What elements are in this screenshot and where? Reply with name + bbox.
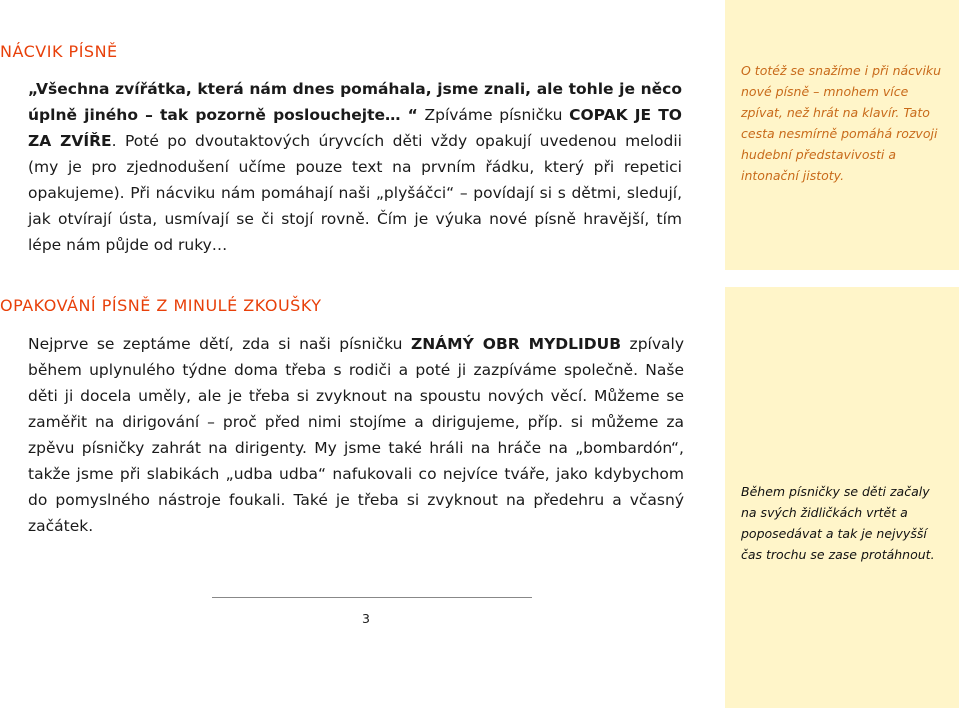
paragraph-text: zpívaly během uplynulého týdne doma třeba s rodiči a poté ji zazpíváme společně. Naše děti ji docela uměly, ale je třeba si zvyknout na spoustu nových věcí. Můžeme se zaměřit na dirigování – proč před nimi stojíme a dirigujeme, příp. si můžeme za zpěvu písničky zahrát na dirigenty. My jsme také hráli na hráče na „bombardón“, takže jsme při slabikách „udba udba“ nafukovali co nejvíce tváře, jako kdybychom do pomyslného nástroje foukali. Také je třeba si zvyknout na předehru a včasný začátek. [28,335,684,535]
paragraph-text: . Poté po dvoutaktových úryvcích děti vždy opakují uvedenou melodii (my je pro zjednodušení učíme pouze text na prvním řádku, který při repetici opakujeme). Při nácviku nám pomáhají naši „plyšáčci“ – povídají si s dětmi, sledují, jak otvírají ústa, usmívají se či stojí rovně. Čím je výuka nové písně hravější, tím lépe nám půjde od ruky… [28,132,682,254]
song-title: COPAK JE TO ZA ZVÍŘE [28,106,682,150]
footer-rule [212,597,532,598]
song-title: ZNÁMÝ OBR MYDLIDUB [410,335,622,353]
page-number: 3 [362,611,370,626]
sidebar-note-top: O totéž se snažíme i při nácviku nové písně – mnohem více zpívat, než hrát na klavír. Tato cesta nesmírně pomáhá rozvoji hudební představivosti a intonační jistoty. [741,63,942,183]
sidebar-note-bottom: Během písničky se děti začaly na svých židličkách vrtět a poposedávat a tak je nejvyšší čas trochu se zase protáhnout. [741,484,935,562]
song-intro-text: Zpíváme písničku [417,106,570,124]
intro-quote: „Všechna zvířátka, která nám dnes pomáhala, jsme znali, ale tohle je něco úplně jiného – tak pozorně poslouchejte… “ [28,80,682,124]
section-heading-opakovani: OPAKOVÁNÍ PÍSNĚ Z MINULÉ ZKOUŠKY [0,296,322,315]
paragraph-nacvik [28,76,682,258]
section-heading-nacvik: NÁCVIK PÍSNĚ [0,42,118,61]
paragraph-opakovani [28,331,684,539]
paragraph-text: Nejprve se zeptáme dětí, zda si naši písničku [28,335,411,353]
